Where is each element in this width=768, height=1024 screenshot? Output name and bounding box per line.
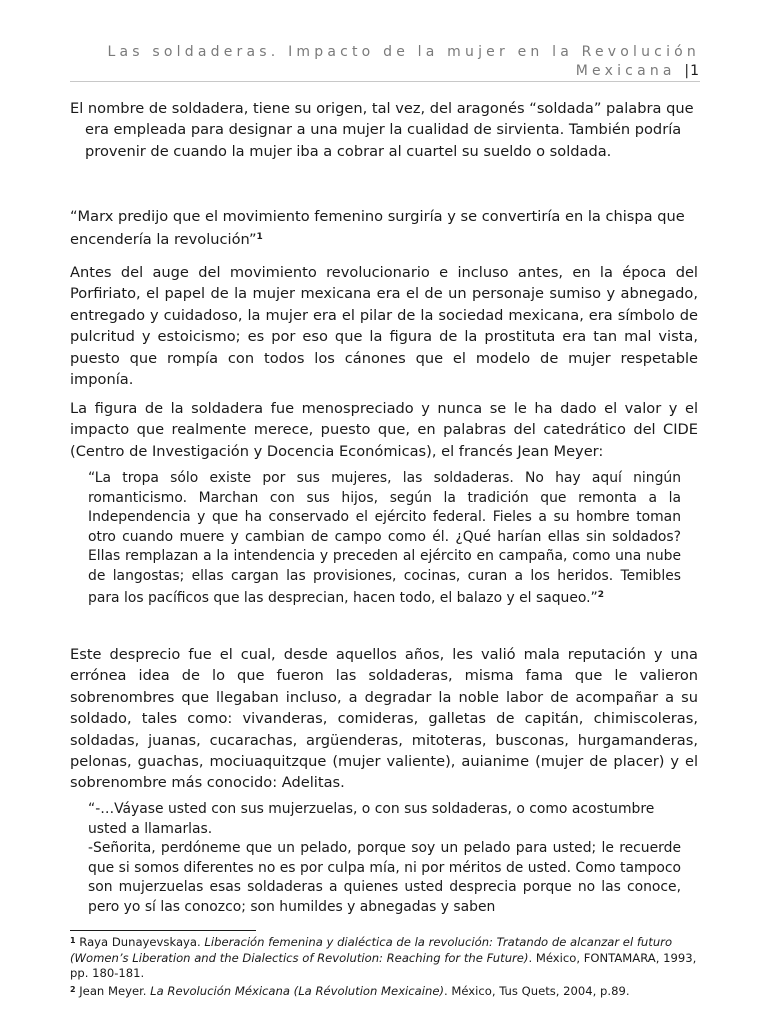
footnote-2-number: 2 [70, 984, 76, 994]
intro-paragraph [70, 98, 698, 162]
footnote-2 [70, 982, 698, 1000]
footnote-1-publisher: . México, FONTAMARA, 1993, pp. 180-181. [70, 950, 697, 981]
page-number: 1 [690, 63, 700, 79]
footnote-ref-2[interactable]: 2 [597, 590, 604, 600]
marx-quote-paragraph [70, 206, 698, 251]
footnote-2-author: Jean Meyer. [75, 983, 151, 998]
intro-text: El nombre de soldadera, tiene su origen, tal vez, del aragonés “soldada” palabra que era empleada para designar a una mujer la cualidad de sirvienta. También podría provenir de cuando la mujer iba a cobrar al cuartel su sueldo o soldada. [70, 100, 694, 160]
footnote-2-publisher: . México, Tus Quets, 2004, p.89. [443, 983, 630, 998]
meyer-block-quote [88, 469, 681, 609]
header-title: Las soldaderas. Impacto de la mujer en la Revolución Mexicana [107, 44, 700, 79]
marx-quote-text: “Marx predijo que el movimiento femenino surgiría y se convertiría en la chispa que encendería la revolución” [70, 208, 685, 249]
nicknames-paragraph [70, 644, 698, 794]
footnote-separator [70, 930, 256, 931]
footnote-1-author: Raya Dunayevskaya. [75, 935, 205, 949]
meyer-intro-text: La figura de la soldadera fue menospreciado y nunca se le ha dado el valor y el impacto que realmente merece, puesto que, en palabras del catedrático del CIDE (Centro de Investigación y Docencia Económicas), el francés Jean Meyer: [70, 400, 698, 460]
meyer-intro-paragraph [70, 398, 698, 462]
porfiriato-paragraph [70, 262, 698, 390]
nicknames-text: Este desprecio fue el cual, desde aquellos años, les valió mala reputación y una errónea idea de lo que fueron las soldaderas, misma fama que le valieron sobrenombres que llegaban incluso, a degradar la noble labor de acompañar a su soldado, tales como: vivanderas, comideras, galletas de capitán, chimiscoleras, soldadas, juanas, cucarachas, argüenderas, mitoteras, busconas, hurgamanderas, pelonas, guachas, mociuaquitzque (mujer valiente), auianime (mujer de placer) y el sobrenombre más conocido: Adelitas. [70, 646, 698, 792]
dialogue-line-2: -Señorita, perdóneme que un pelado, porque soy un pelado para usted; le recuerde que si somos diferentes no es por culpa mía, ni por méritos de usted. Como tampoco son mujerzuelas esas soldaderas a quienes usted desprecia porque no las conoce, pero yo sí las conozco; son humildes y abnegadas y saben [88, 840, 681, 915]
running-header [60, 43, 700, 81]
meyer-quote-text: “La tropa sólo existe por sus mujeres, las soldaderas. No hay aquí ningún romanticismo. Marchan con sus hijos, según la tradición que remonta a la Independencia y que ha conservado el ejército federal. Fieles a su hombre toman otro cuando muere y cambian de campo como él. ¿Qué harían ellas sin soldados? Ellas remplazan a la intendencia y preceden al ejército en campaña, como una nube de langostas; ellas cargan las provisiones, cocinas, curan a los heridos. Temibles para los pacíficos que las desprecian, hacen todo, el balazo y el saqueo.” [88, 470, 681, 606]
footnote-1 [70, 933, 698, 982]
header-rule [70, 81, 700, 82]
footnote-2-title: La Revolución Méxicana (La Révolution Mexicaine) [150, 983, 444, 998]
footnote-ref-1[interactable]: 1 [256, 232, 263, 243]
footnote-1-title: Liberación femenina y dialéctica de la revolución: Tratando de alcanzar el futuro (Women’s Liberation and the Dialectics of Revolution: Reaching for the Future) [70, 935, 673, 965]
dialogue-line-1: “-…Váyase usted con sus mujerzuelas, o con sus soldaderas, o como acostumbre usted a llamarlas. [88, 801, 655, 837]
header-page-separator: | [684, 63, 691, 79]
footnotes [70, 933, 698, 999]
dialogue-block-quote [88, 800, 681, 917]
porfiriato-text: Antes del auge del movimiento revolucionario e incluso antes, en la época del Porfiriato, el papel de la mujer mexicana era el de un personaje sumiso y abnegado, entregado y cuidadoso, la mujer era el pilar de la sociedad mexicana, era símbolo de pulcritud y estoicismo; es por eso que la figura de la prostituta era tan mal vista, puesto que rompía con todos los cánones que el modelo de mujer respetable imponía. [70, 264, 698, 389]
footnote-1-number: 1 [70, 936, 76, 945]
